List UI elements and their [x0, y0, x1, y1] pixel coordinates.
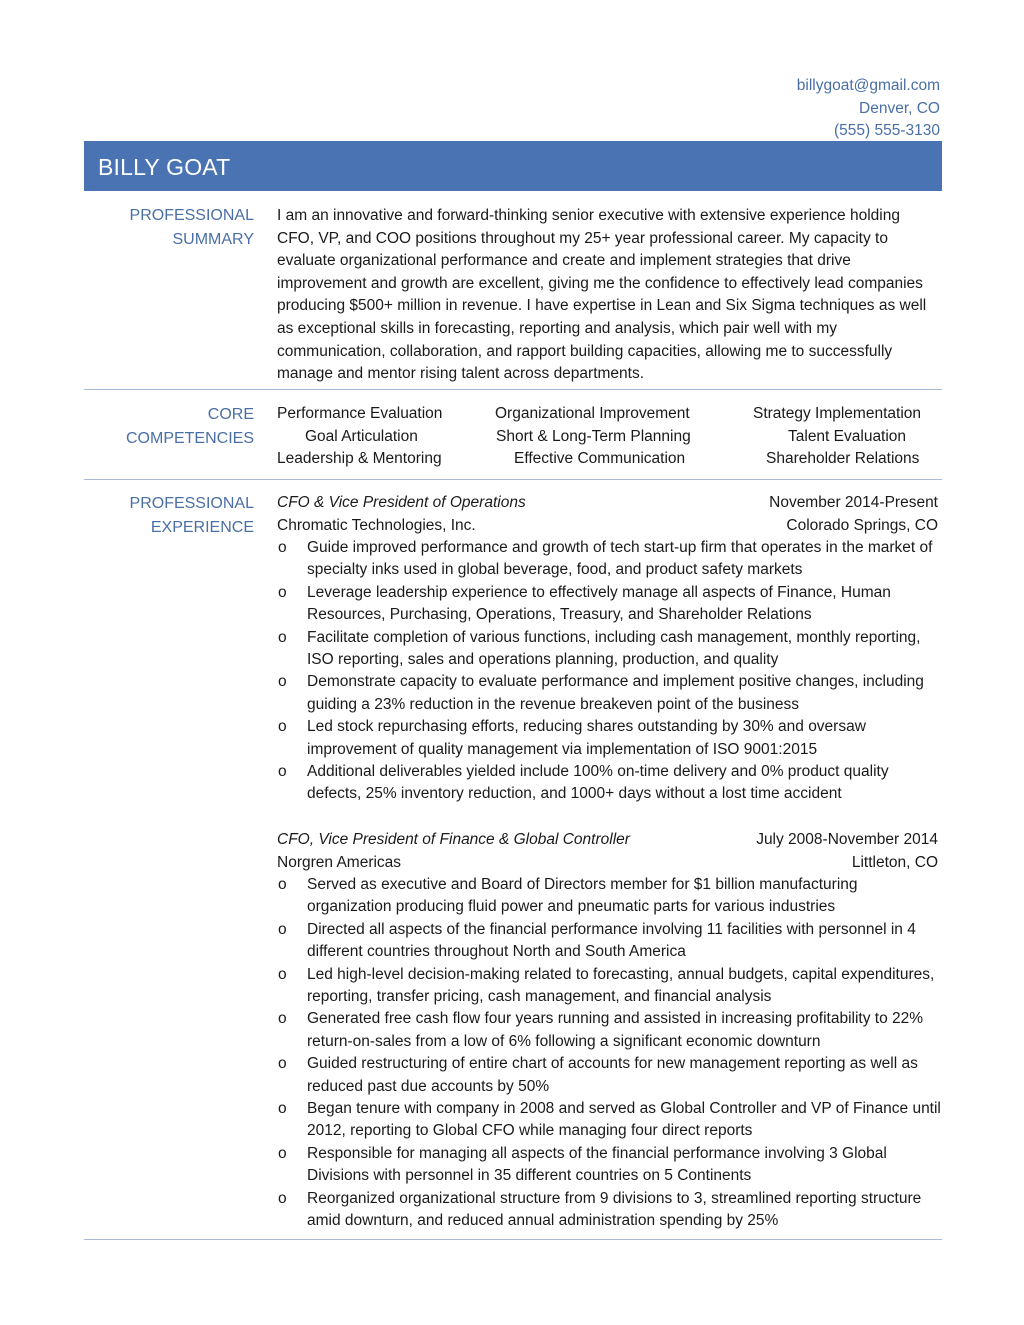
job-bullet-list [277, 874, 941, 1233]
bullet-text: Guide improved performance and growth of tech start-up firm that operates in the market of specialty inks used in global beverage, food, and product safety markets [307, 539, 933, 579]
job-company: Norgren Americas [277, 853, 402, 871]
list-item [277, 1053, 941, 1098]
job-company-line [277, 852, 938, 875]
bullet-mark: o [278, 876, 287, 893]
summary-text: I am an innovative and forward-thinking senior executive with extensive experience holding CFO, VP, and COO positions throughout my 25+ year professional career. My capacity to evaluate organizational performance and create and implement strategies that drive improvement and growth are excellent, giving me the confidence to effectively lead companies producing $500+ million in revenue. I have expertise in Lean and Six Sigma techniques as well as exceptional skills in forecasting, reporting and analysis, which pair well with my communication, collaboration, and rapport building capacities, allowing me to successfully manage and mentor rising talent across departments. [277, 207, 927, 383]
bullet-text: Led stock repurchasing efforts, reducing shares outstanding by 30% and oversaw improvement of quality management via implementation of ISO 9001:2015 [307, 718, 866, 758]
competencies-label-line1: CORE [207, 406, 254, 423]
contact-block [797, 75, 940, 143]
list-item [277, 1143, 941, 1188]
contact-location: Denver, CO [859, 99, 940, 117]
competency-item: Talent Evaluation [788, 427, 907, 445]
list-item [277, 761, 941, 806]
candidate-name: BILLY GOAT [98, 154, 231, 180]
summary-section-label [84, 204, 254, 251]
competency-item: Goal Articulation [305, 427, 418, 445]
list-item [277, 874, 941, 919]
bullet-text: Additional deliverables yielded include 100% on-time delivery and 0% product quality defects, 25% inventory reduction, and 1000+ days without a lost time accident [307, 763, 889, 803]
experience-label-line1: PROFESSIONAL [129, 495, 254, 512]
section-divider [84, 479, 942, 480]
competencies-label-line2: COMPETENCIES [125, 429, 254, 447]
job-header [277, 492, 938, 515]
competency-item: Organizational Improvement [495, 405, 690, 422]
bullet-mark: o [278, 628, 287, 646]
list-item [277, 627, 941, 672]
job-location: Colorado Springs, CO [786, 516, 938, 534]
job-bullet-list [277, 537, 941, 806]
competency-item: Short & Long-Term Planning [496, 427, 691, 445]
competency-row [277, 403, 941, 426]
bullet-text: Led high-level decision-making related to forecasting, annual budgets, capital expenditures, reporting, transfer pricing, cash management, and financial analysis [307, 965, 935, 1006]
bullet-text: Responsible for managing all aspects of the financial performance involving 3 Global Divisions with personnel in 35 different countries on 5 Continents [307, 1144, 887, 1185]
section-divider [84, 389, 942, 390]
job-title: CFO & Vice President of Operations [277, 494, 526, 511]
bullet-text: Began tenure with company in 2008 and served as Global Controller and VP of Finance until 2012, reporting to Global CFO while managing four direct reports [307, 1100, 941, 1140]
bullet-mark: o [278, 965, 287, 983]
competency-item: Effective Communication [514, 450, 686, 467]
bullet-text: Reorganized organizational structure from 9 divisions to 3, streamlined reporting structure amid downturn, and reduced annual administration spending by 25% [307, 1189, 922, 1230]
bullet-text: Generated free cash flow four years running and assisted in increasing profitability to 22% return-on-sales from a low of 6% following a significant economic downturn [307, 1010, 924, 1050]
bullet-mark: o [278, 718, 287, 736]
list-item [277, 582, 941, 627]
list-item [277, 964, 941, 1009]
list-item [277, 1098, 941, 1143]
summary-label-line2: SUMMARY [172, 230, 254, 248]
bullet-mark: o [278, 763, 287, 781]
bullet-mark: o [278, 1189, 287, 1207]
bullet-mark: o [278, 1100, 287, 1118]
job-company: Chromatic Technologies, Inc. [277, 516, 476, 534]
list-item [277, 1188, 941, 1233]
experience-section-label [84, 492, 254, 539]
list-item [277, 919, 941, 964]
bullet-mark: o [278, 1010, 287, 1028]
contact-phone: (555) 555-3130 [834, 122, 940, 139]
list-item [277, 671, 941, 716]
bullet-mark: o [278, 539, 287, 556]
summary-label-line1: PROFESSIONAL [129, 207, 254, 224]
bullet-text: Leverage leadership experience to effectively manage all aspects of Finance, Human Resources, Purchasing, Operations, Treasury, and Shareholder Relations [307, 583, 891, 624]
competency-row [277, 448, 941, 471]
job-dates: July 2008-November 2014 [756, 831, 938, 848]
bullet-mark: o [278, 1055, 287, 1073]
name-banner [84, 141, 942, 191]
bullet-text: Facilitate completion of various functions, including cash management, monthly reporting, ISO reporting, sales and operations planning, production, and quality [307, 628, 921, 669]
competency-item: Leadership & Mentoring [277, 450, 442, 467]
bullet-mark: o [278, 583, 287, 601]
job-header [277, 829, 938, 852]
contact-email: billygoat@gmail.com [796, 77, 940, 94]
list-item [277, 1008, 941, 1053]
bullet-text: Demonstrate capacity to evaluate performance and implement positive changes, including guiding a 23% reduction in the revenue breakeven point of the business [307, 673, 924, 713]
competencies-section-label [84, 403, 254, 450]
list-item [277, 716, 941, 761]
bullet-mark: o [278, 920, 287, 938]
competency-item: Shareholder Relations [766, 450, 920, 467]
competency-item: Strategy Implementation [753, 405, 922, 422]
section-divider [84, 1239, 942, 1240]
experience-label-line2: EXPERIENCE [150, 518, 254, 536]
competency-item: Performance Evaluation [277, 405, 443, 422]
bullet-text: Guided restructuring of entire chart of accounts for new management reporting as well as reduced past due accounts by 50% [307, 1055, 918, 1095]
job-dates: November 2014-Present [769, 494, 938, 511]
competency-row [277, 426, 941, 449]
bullet-text: Served as executive and Board of Directors member for $1 billion manufacturing organization producing fluid power and pneumatic parts for various industries [307, 876, 858, 916]
job-company-line [277, 515, 938, 538]
job-location: Littleton, CO [851, 853, 938, 871]
list-item [277, 537, 941, 582]
bullet-text: Directed all aspects of the financial performance involving 11 facilities with personnel in 4 different countries throughout North and South America [307, 920, 916, 961]
bullet-mark: o [278, 1144, 287, 1162]
job-title: CFO, Vice President of Finance & Global Controller [277, 831, 630, 848]
bullet-mark: o [278, 673, 287, 691]
